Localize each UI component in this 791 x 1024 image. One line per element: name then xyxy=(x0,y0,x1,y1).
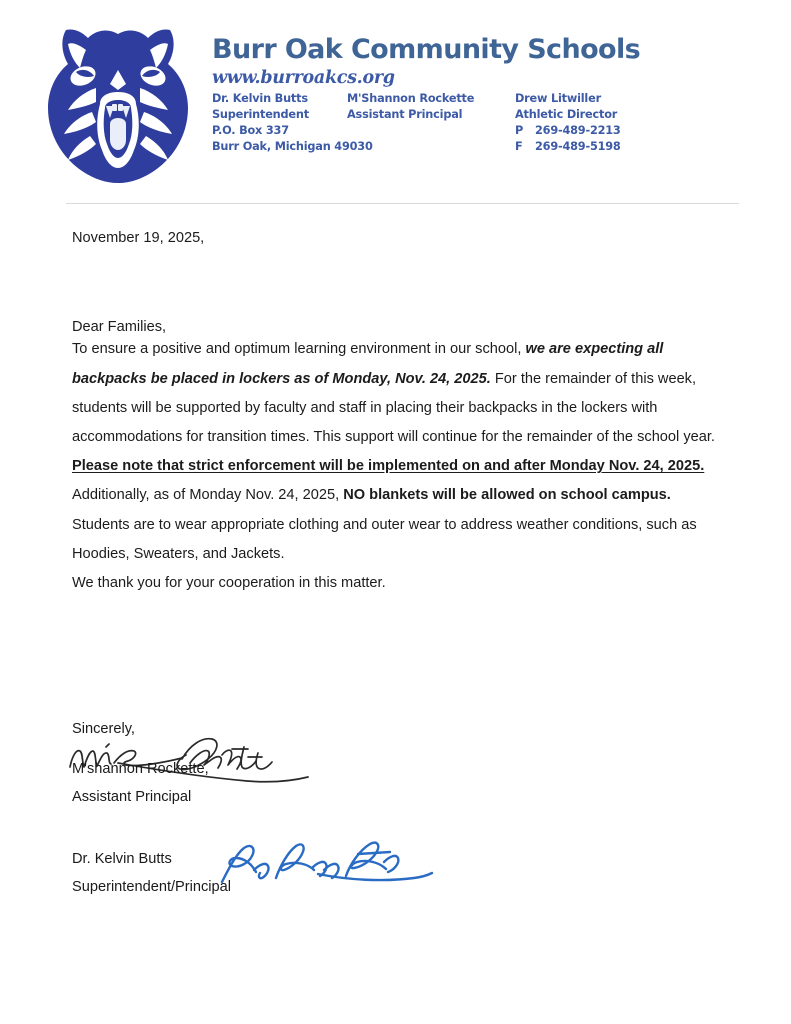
para1-text-2: For the remainder of this week, students will be supported by faculty and staff in placing their backpacks in the lockers with accommodations for transition times. This support will continue for the remainder of the school year. xyxy=(72,370,715,445)
signer-1-title: Assistant Principal xyxy=(72,789,192,806)
letter-closing: Sincerely, xyxy=(72,721,135,737)
fax-label: F xyxy=(515,140,523,154)
phone-number: 269-489-2213 xyxy=(535,124,621,138)
phone-row xyxy=(515,123,621,139)
letter-salutation: Dear Families, xyxy=(72,319,167,336)
signer-1-name: M'shannon Rockette, xyxy=(72,761,209,777)
signer-2-title: Superintendent/Principal xyxy=(72,879,232,896)
para1-text-1: To ensure a positive and optimum learning environment in our school, xyxy=(72,341,526,358)
para1-emphasis-1: we are expecting all backpacks be placed in lockers as of Monday, Nov. 24, 2025. xyxy=(72,341,664,387)
school-website[interactable]: www.burroakcs.org xyxy=(212,68,395,89)
signer-2-name: Dr. Kelvin Butts xyxy=(72,851,172,867)
letter-paragraph-1 xyxy=(72,335,731,481)
address-phone-row-1 xyxy=(212,123,751,139)
address-phone-row-2 xyxy=(212,139,751,155)
phone-label: P xyxy=(515,124,524,138)
contact-title-superintendent: Superintendent xyxy=(212,108,309,122)
address-line-2: Burr Oak, Michigan 49030 xyxy=(212,140,373,154)
address-line-1: P.O. Box 337 xyxy=(212,124,289,138)
contact-name-athletic-director: Drew Litwiller xyxy=(515,92,601,106)
header-divider xyxy=(66,203,739,204)
para1-emphasis-2: Please note that strict enforcement will be implemented on and after Monday Nov. 24, 2025. xyxy=(72,458,705,475)
letter-paragraph-3: We thank you for your cooperation in this matter. xyxy=(72,574,386,591)
contact-block xyxy=(212,91,751,155)
contact-name-superintendent: Dr. Kelvin Butts xyxy=(212,92,308,106)
school-name: Burr Oak Community Schools xyxy=(212,34,641,65)
contact-name-assistant-principal: M'Shannon Rockette xyxy=(347,92,475,106)
contact-names-row xyxy=(212,91,751,107)
contact-titles-row xyxy=(212,107,751,123)
signature-ink-butts xyxy=(218,840,438,888)
letter-body xyxy=(72,228,731,598)
signature-block-rockette xyxy=(72,755,209,812)
fax-row xyxy=(515,139,621,155)
letterhead-text xyxy=(212,36,751,155)
bobcat-mascot-logo xyxy=(38,26,198,191)
letter-date: November 19, 2025, xyxy=(72,230,205,246)
para2-emphasis-1: NO blankets will be allowed on school campus. xyxy=(343,487,671,504)
contact-title-athletic-director: Athletic Director xyxy=(515,108,618,122)
letterhead xyxy=(0,0,791,198)
signature-block-butts xyxy=(72,845,231,902)
fax-number: 269-489-5198 xyxy=(535,140,621,154)
letter-paragraph-2 xyxy=(72,481,731,569)
contact-title-assistant-principal: Assistant Principal xyxy=(347,108,463,122)
para2-text-2: Students are to wear appropriate clothing and outer wear to address weather conditions, such as Hoodies, Sweaters, and Jackets. xyxy=(72,516,697,562)
para2-text-1: Additionally, as of Monday Nov. 24, 2025, xyxy=(72,487,344,504)
